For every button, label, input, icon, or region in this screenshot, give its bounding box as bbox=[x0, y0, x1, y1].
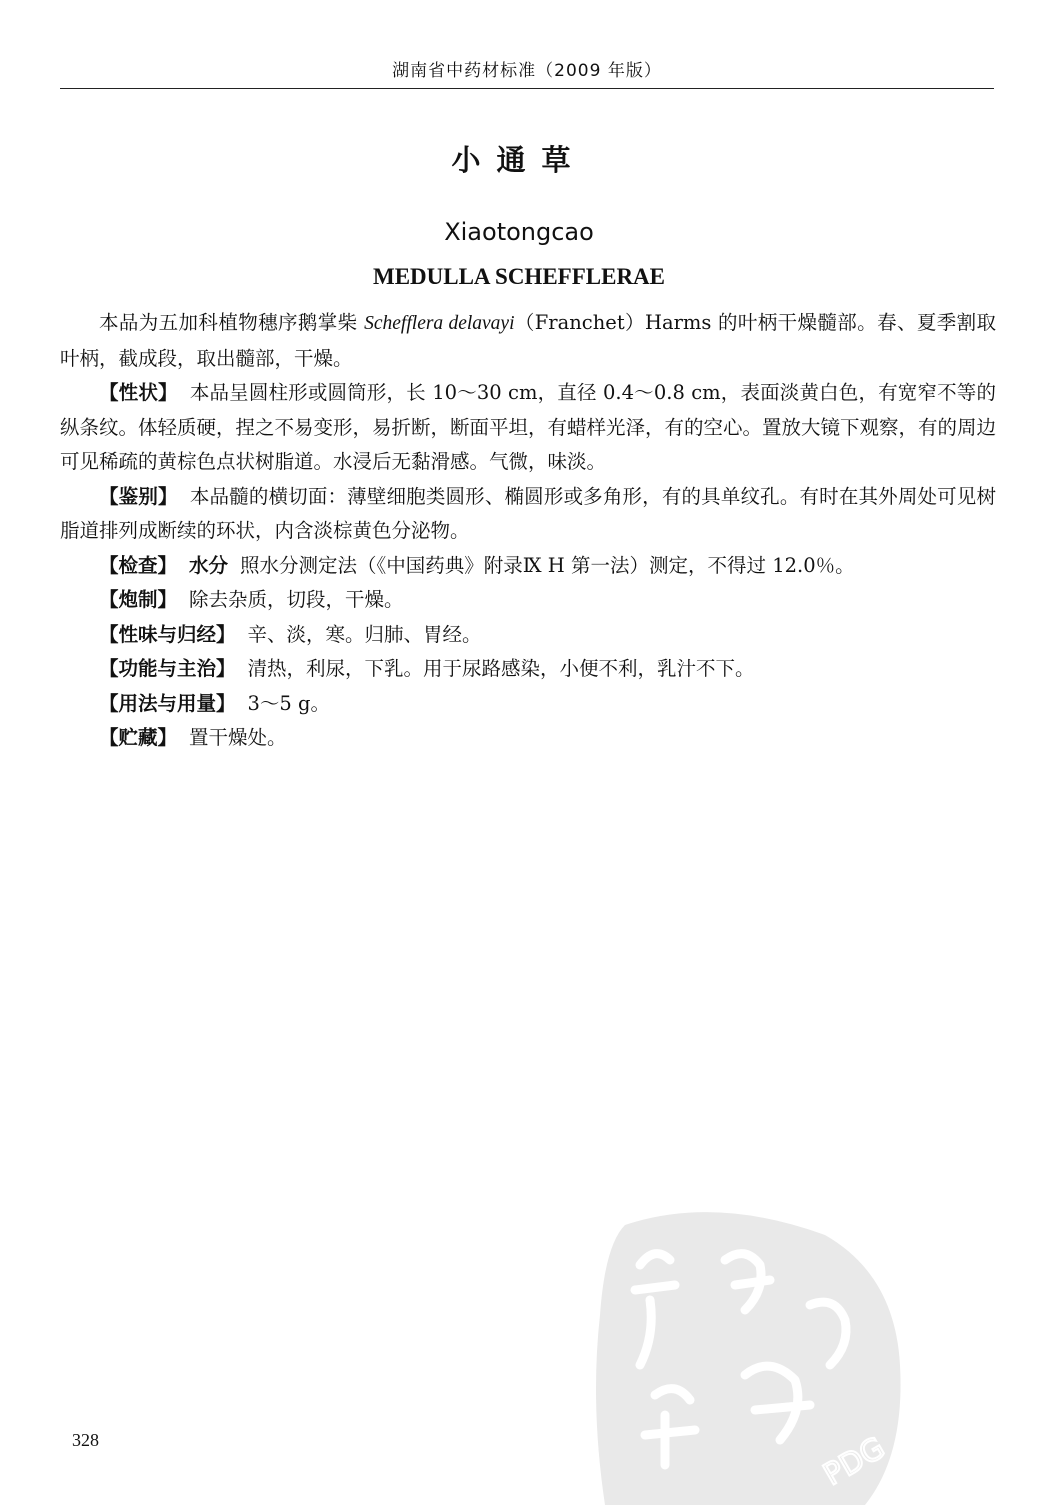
section-text: 清热，利尿，下乳。用于尿路感染，小便不利，乳汁不下。 bbox=[247, 657, 755, 680]
running-header: 湖南省中药材标准（2009 年版） bbox=[392, 61, 662, 81]
watermark-text: PDG bbox=[817, 1430, 891, 1493]
section-text: 照水分测定法（《中国药典》附录Ⅸ H 第一法）测定，不得过 12.0％。 bbox=[240, 553, 855, 577]
pinyin-name: Xiaotongcao bbox=[444, 218, 594, 246]
section-text: 辛、淡，寒。归肺、胃经。 bbox=[247, 622, 482, 646]
section-text: 3～5 g。 bbox=[247, 691, 331, 715]
section-label: 【性状】 bbox=[99, 381, 178, 404]
section-label: 【功能与主治】 bbox=[99, 657, 236, 680]
intro-text-before: 本品为五加科植物穗序鹅掌柴 bbox=[99, 311, 365, 334]
section-label: 【性味与归经】 bbox=[99, 622, 236, 646]
section-identification bbox=[60, 480, 996, 549]
latin-name: MEDULLA SCHEFFLERAE bbox=[372, 264, 665, 289]
section-storage bbox=[60, 721, 996, 756]
section-function-indication bbox=[60, 652, 996, 687]
section-characters bbox=[60, 376, 996, 480]
section-label: 【检查】 bbox=[99, 553, 178, 577]
species-name: Schefflera delavayi bbox=[364, 313, 515, 334]
intro-paragraph bbox=[60, 306, 996, 376]
intro-text-after: （Franchet）Harms 的叶柄干燥髓部。春、夏季割取叶柄，截成段，取出髓部，干燥。 bbox=[60, 311, 997, 370]
monograph-title: 小通草 bbox=[451, 143, 587, 177]
monograph-body bbox=[60, 306, 996, 756]
section-inspection bbox=[60, 549, 996, 584]
section-text: 本品呈圆柱形或圆筒形，长 10～30 cm，直径 0.4～0.8 cm，表面淡黄白色，有宽窄不等的纵条纹。体轻质硬，捏之不易变形，易折断，断面平坦，有蜡样光泽，有的空心。置放大镜下观察，有的周边可见稀疏的黄棕色点状树脂道。水浸后无黏滑感。气微，味淡。 bbox=[60, 381, 997, 473]
section-label: 【炮制】 bbox=[99, 588, 178, 611]
section-processing bbox=[60, 583, 996, 618]
section-text: 除去杂质，切段，干燥。 bbox=[189, 588, 404, 611]
section-label: 【鉴别】 bbox=[99, 484, 178, 508]
section-usage-dosage bbox=[60, 687, 996, 722]
section-text: 置干燥处。 bbox=[189, 726, 287, 749]
header-rule bbox=[60, 88, 994, 89]
section-property-meridian bbox=[60, 618, 996, 653]
section-label: 【用法与用量】 bbox=[99, 691, 236, 715]
page-number: 328 bbox=[72, 1430, 99, 1450]
section-text: 本品髓的横切面：薄壁细胞类圆形、椭圆形或多角形，有的具单纹孔。有时在其外周处可见树脂道排列成断续的环状，内含淡棕黄色分泌物。 bbox=[60, 484, 996, 542]
section-label: 【贮藏】 bbox=[99, 726, 178, 749]
section-sublabel: 水分 bbox=[189, 553, 229, 577]
watermark-seal bbox=[595, 1205, 905, 1505]
